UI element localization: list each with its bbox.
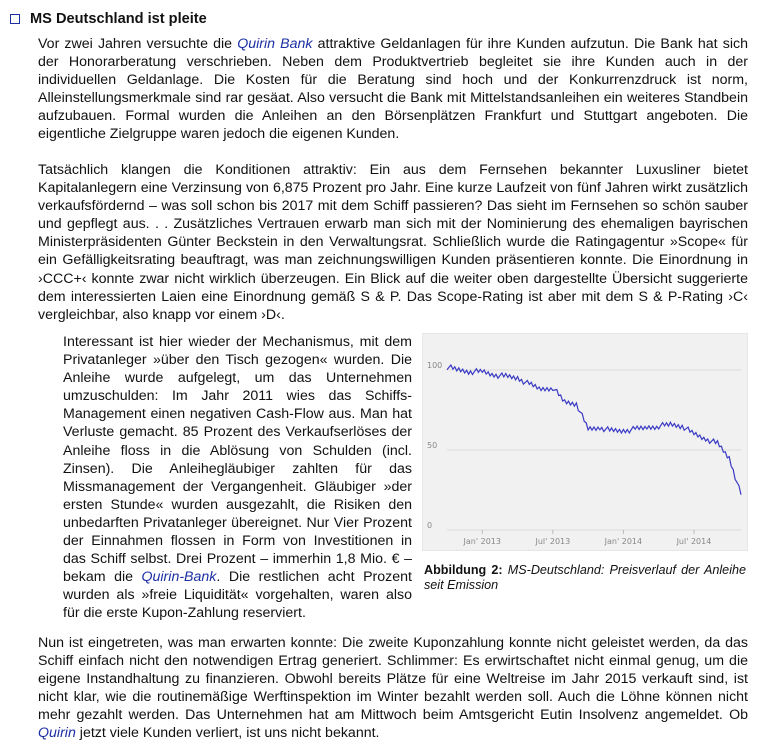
paragraph-conditions: Tatsächlich klangen die Konditionen attraktiv: Ein aus dem Fernsehen bekannter Luxusliner bietet Kapitalanlegern eine Verzinsung von 6,875 Prozent pro Jahr. Eine kurze Laufzeit von fünf Jahren wirkt zusätzlich verkaufsfördernd – was soll schon bis 2017 mit dem Schiff passieren? Das sieht im Fernsehen so schön sauber und gepflegt aus. . . Zusätzliches Vertrauen erwarb man sich mit der Nominierung des ehemaligen bayrischen Ministerpräsidenten Günter Beckstein in den Verwaltungsrat. Schließlich wurde die Ratingagentur »Scope« für ein Gefälligkeitsrating beauftragt, was man zeichnungswilligen Kunden präsentieren konnte. Die Einordnung in ›CCC+‹ konnte zwar nicht wirklich überzeugen. Ein Blick auf die weiter oben dargestellte Übersicht suggerierte dem interessierten Laien eine Einordnung gemäß S & P. Das Scope-Rating ist aber mit dem S & P-Rating ›C‹ vergleichbar, also knapp vor einem ›D‹. <box>38 162 748 323</box>
price-line-chart <box>423 334 747 550</box>
paragraph-intro: Vor zwei Jahren versuchte die Quirin Bank attraktive Geldanlagen für ihre Kunden aufzutun. Die Bank hat sich der Honorarberatung verschrieben. Neben dem Produktvertrieb begleitet sie ihre Kunden auch in der individuellen Geldanlage. Die Kosten für die Beratung sind hoch und der Konkurrenzdruck ist norm, Alleinstellungsmerkmale sind rar gesäat. Also versucht die Bank mit Mittelstandsanleihen ein weiteres Standbein aufzubauen. Formal wurden die Anleihen an den Börsenplätzen Frankfurt und Stuttgart angeboten. Die eigentliche Zielgruppe waren jedoch die eigenen Kunden. <box>38 36 748 143</box>
y-tick-label: 100 <box>427 361 443 370</box>
figure-label: Abbildung 2: <box>424 563 503 577</box>
x-tick-label: Jul' 2014 <box>676 537 712 546</box>
figure-caption-text: MS-Deutschland: Preisverlauf der Anleihe seit Emission <box>424 563 746 592</box>
paragraph-insolvency: Nun ist eingetreten, was man erwarten konnte: Die zweite Kuponzahlung konnte nicht geleistet werden, da das Schiff einfach nicht den notwendigen Ertrag generiert. Schlimmer: Es erwirtschaftet nicht einmal genug, um die eigene Instandhaltung zu finanzieren. Obwohl bereits Plätze für eine Weltreise im Jahr 2015 verkauft sind, ist nicht klar, wie die routinemäßige Werftinspektion im Winter bezahlt werden soll. Auch die Löhne können nicht mehr gezahlt werden. Das Unternehmen hat am Mittwoch beim Amtsgericht Eutin Insolvenz angemeldet. Ob Quirin jetzt viele Kunden verliert, ist uns nicht bekannt. <box>38 635 748 742</box>
y-tick-label: 0 <box>427 521 433 530</box>
price-series-line <box>447 365 741 495</box>
figure-price-chart <box>422 333 748 595</box>
heading-text: MS Deutschland ist pleite <box>30 11 207 27</box>
quirin-bank-link[interactable]: Quirin Bank <box>237 36 313 52</box>
figure-caption <box>424 563 746 593</box>
chart-area <box>422 333 748 551</box>
quirin-bank-link[interactable]: Quirin-Bank <box>141 569 217 586</box>
y-tick-label: 50 <box>427 441 438 450</box>
x-tick-label: Jan' 2013 <box>463 537 501 546</box>
x-tick-label: Jan' 2014 <box>604 537 643 546</box>
paragraph-mechanism: Interessant ist hier wieder der Mechanismus, mit dem Privatanleger »über den Tisch gezogen« wurden. Die Anleihe wurde aufgelegt, um das Unternehmen umzuschulden: Im Jahr 2011 wies das Schiffs-Management einen negativen Cash-Flow aus. Man hat Verluste gemacht. 85 Prozent des Verkaufserlöses der Anleihe floss in die Ablösung von Schulden (incl. Zinsen). Die Anleihegläubiger zahlten für das Missmanagement der Vergangenheit. Gläubiger »der ersten Stunde« wurden ausgezahlt, die Risiken den unbedarften Privatanleger übereignet. Nur Vier Prozent der Einnahmen flossen in Form von Investitionen in das Schiff selbst. Drei Prozent – immerhin 1,8 Mio. € – bekam die Quirin-Bank. Die restlichen acht Prozent wurden als »freie Liquidität« vorgehalten, waren also für die erste Kupon-Zahlung reserviert. <box>63 334 412 622</box>
x-tick-label: Jul' 2013 <box>535 537 571 546</box>
quirin-link[interactable]: Quirin <box>38 725 76 742</box>
section-heading <box>10 10 760 28</box>
checkbox-bullet-icon <box>10 14 20 24</box>
